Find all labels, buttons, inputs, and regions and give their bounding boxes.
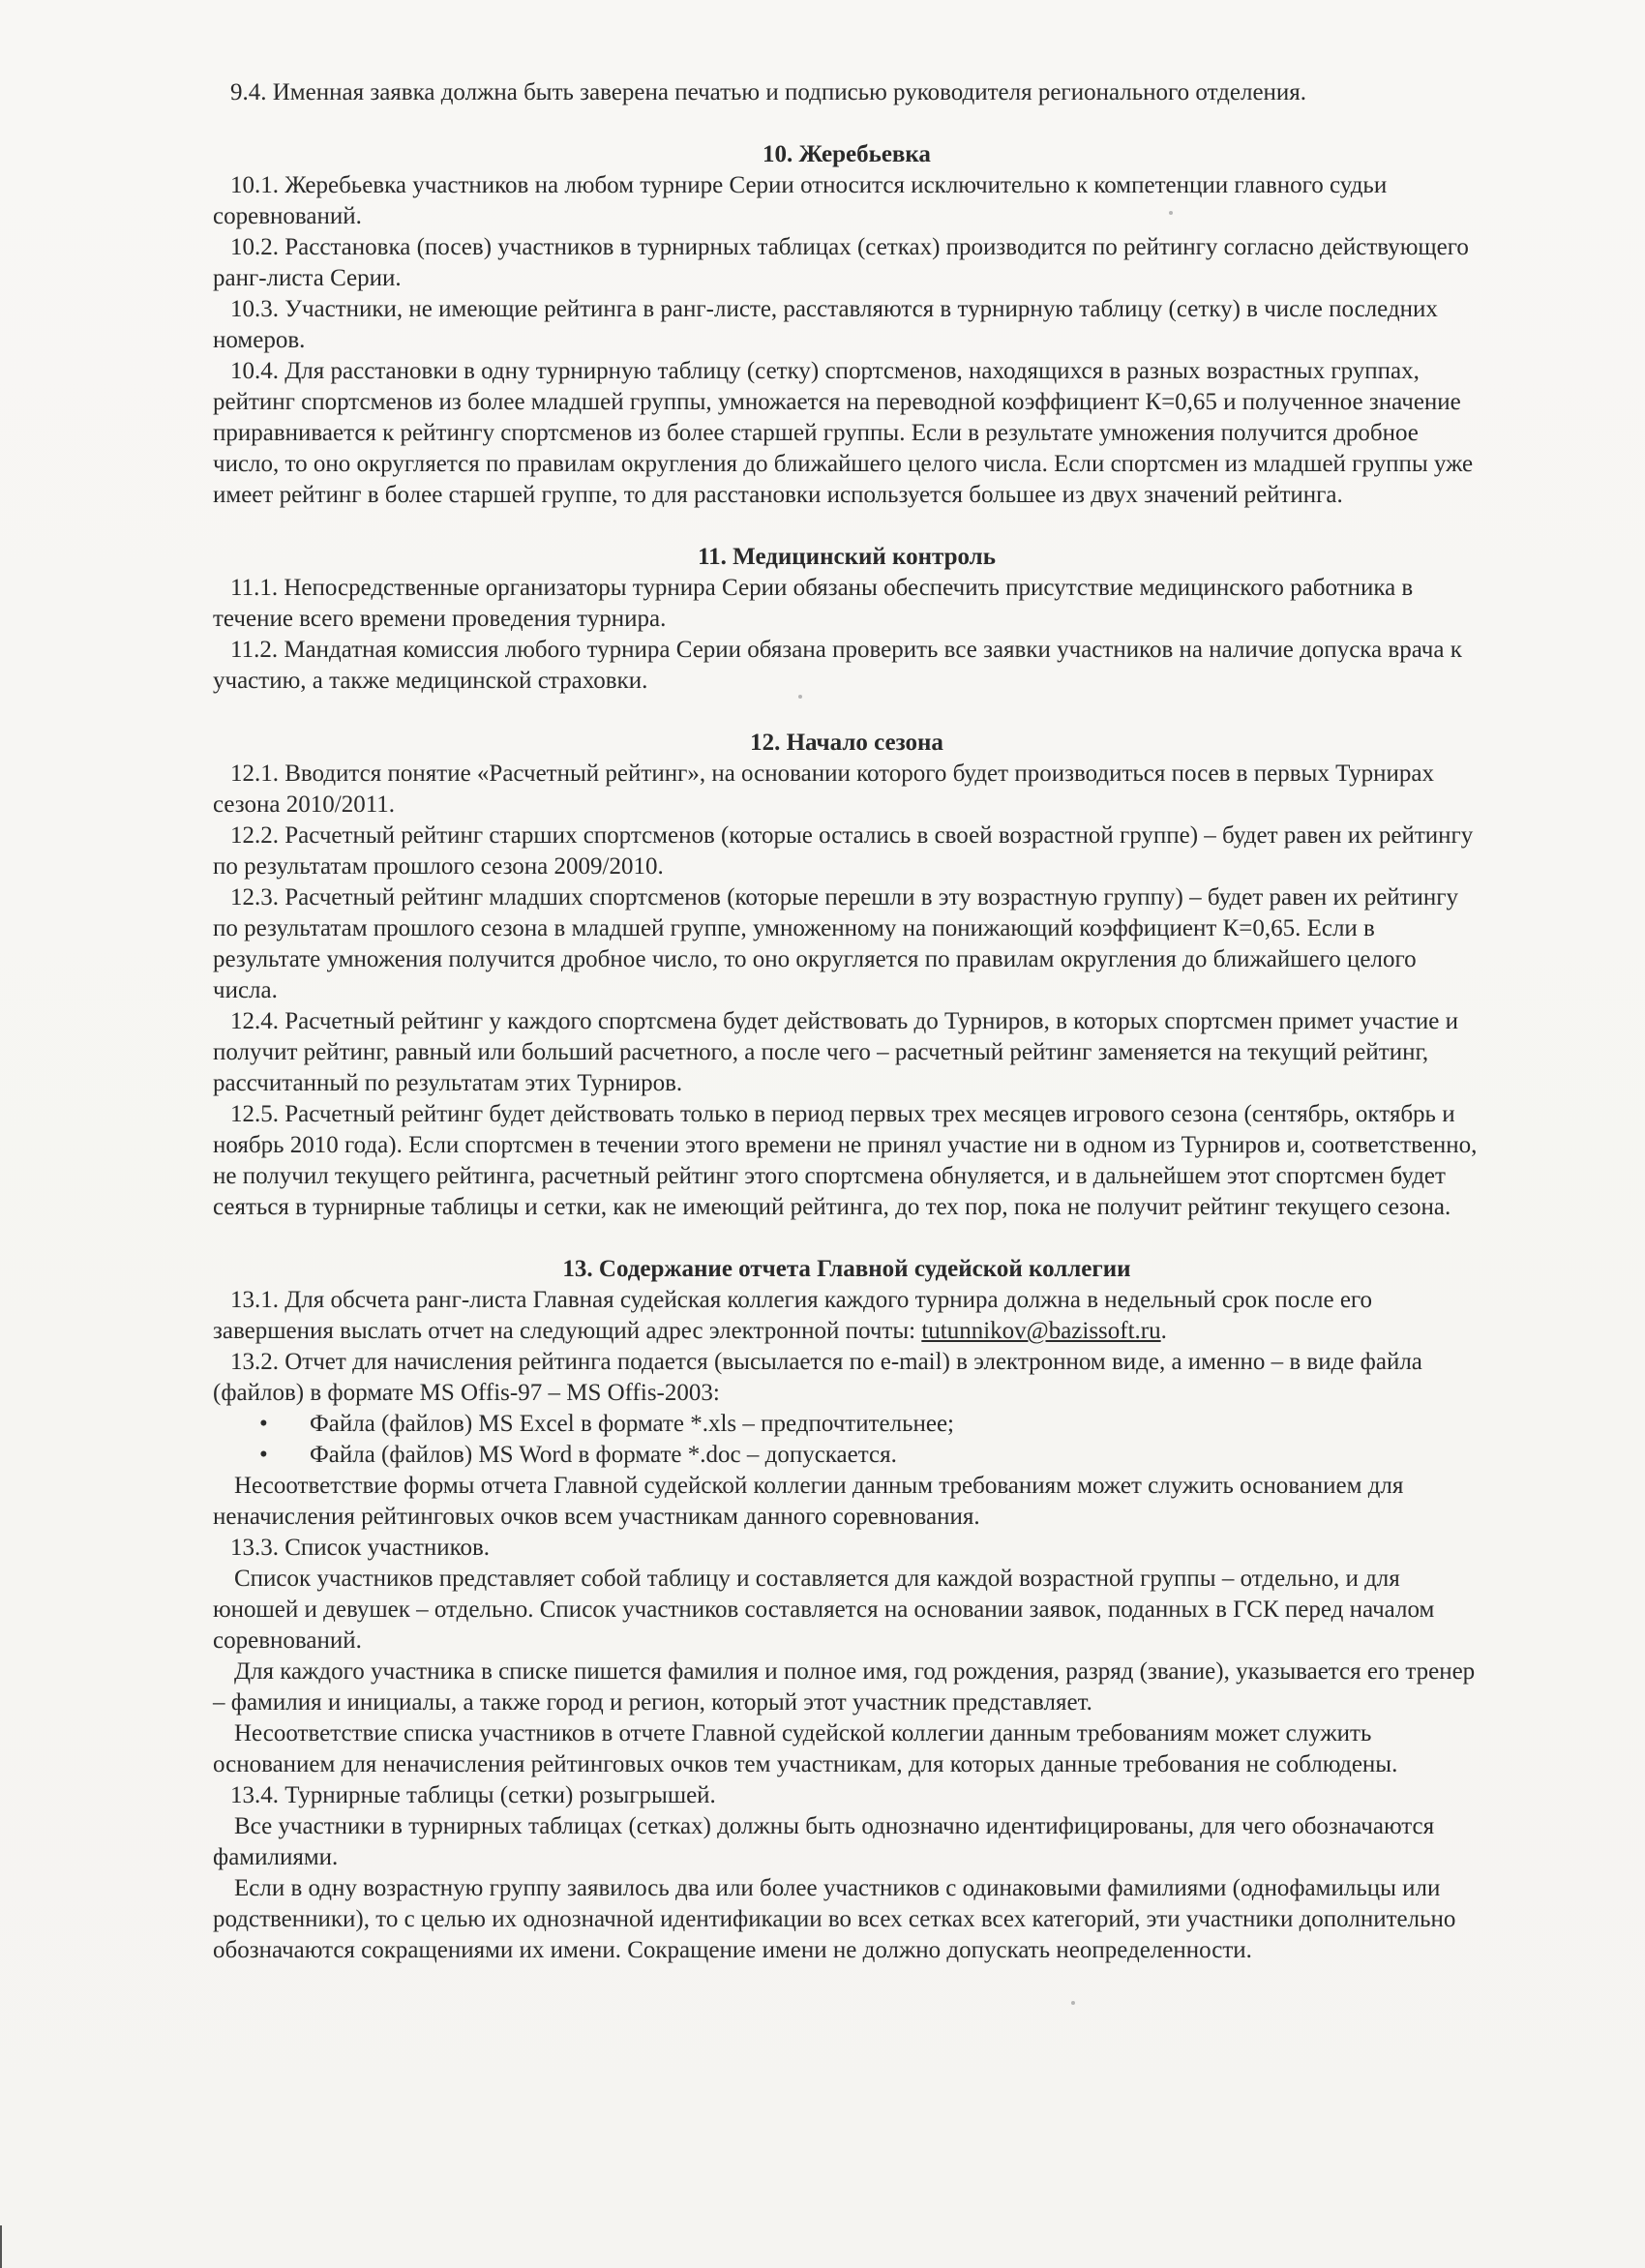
paragraph-13-1 [213,1285,1480,1347]
section-12-title: 12. Начало сезона [750,730,943,756]
bullet-icon: • [259,1442,268,1468]
paragraph-13-3-b: Для каждого участника в списке пишется фамилия и полное имя, год рождения, разряд (звание), указывается его тренер – фамилия и инициалы, а также город и регион, который этот участник представляет. [213,1658,1476,1716]
paragraph-13-3: 13.3. Список участников. [230,1535,491,1561]
paragraph-13-2-note: Несоответствие формы отчета Главной судейской коллегии данным требованиям может служить основанием для неначисления рейтинговых очков всем участникам данного соревнования. [213,1473,1404,1530]
section-11-title: 11. Медицинский контроль [698,544,996,570]
paragraph-10-4: 10.4. Для расстановки в одну турнирную таблицу (сетку) спортсменов, находящихся в разных возрастных группах, рейтинг спортсменов из более младшей группы, умножается на переводной коэффициент К=0,65 и полученное значение приравнивается к рейтингу спортсменов из более старшей группы. Если в результате умножения получится дробное число, то оно округляется по правилам округления до ближайшего целого числа. Если спортсмен из младшей группы уже имеет рейтинг в более старшей группе, то для расстановки используется большее из двух значений рейтинга. [213,358,1474,508]
list-item [259,1409,1480,1440]
paragraph-11-1: 11.1. Непосредственные организаторы турнира Серии обязаны обеспечить присутствие медицинского работника в течение всего времени проведения турнира. [213,575,1414,632]
paragraph-13-4: 13.4. Турнирные таблицы (сетки) розыгрышей. [230,1782,716,1808]
paragraph-10-3: 10.3. Участники, не имеющие рейтинга в ранг-листе, расставляются в турнирную таблицу (сетку) в числе последних номеров. [213,296,1438,353]
email-link[interactable]: tutunnikov@bazissoft.ru [921,1318,1161,1344]
document-body [213,77,1480,1966]
bullet-icon: • [259,1411,268,1437]
format-list [213,1409,1480,1471]
scan-speck [1071,2001,1075,2005]
paragraph-13-3-a: Список участников представляет собой таблицу и составляется для каждой возрастной группы – отдельно, и для юношей и девушек – отдельно. Список участников составляется на основании заявок, поданных в ГСК перед началом соревнований. [213,1566,1435,1654]
paragraph-12-4: 12.4. Расчетный рейтинг у каждого спортсмена будет действовать до Турниров, в которых спортсмен примет участие и получит рейтинг, равный или больший расчетного, а после чего – расчетный рейтинг заменяется на текущий рейтинг, рассчитанный по результатам этих Турниров. [213,1008,1459,1096]
paragraph-9-4: 9.4. Именная заявка должна быть заверена печатью и подписью руководителя регионального отделения. [230,79,1307,105]
paragraph-10-2: 10.2. Расстановка (посев) участников в турнирных таблицах (сетках) производится по рейтингу согласно действующего ранг-листа Серии. [213,234,1469,291]
paragraph-12-2: 12.2. Расчетный рейтинг старших спортсменов (которые остались в своей возрастной группе) – будет равен их рейтингу по результатам прошлого сезона 2009/2010. [213,822,1474,880]
paragraph-12-5: 12.5. Расчетный рейтинг будет действовать только в период первых трех месяцев игрового сезона (сентябрь, октябрь и ноябрь 2010 года). Если спортсмен в течении этого времени не принял участие ни в одном из Турниров и, соответственно, не получил текущего рейтинга, расчетный рейтинг этого спортсмена обнуляется, и в дальнейшем этот спортсмен будет сеяться в турнирные таблицы и сетки, как не имеющий рейтинга, до тех пор, пока не получит рейтинг текущего сезона. [213,1101,1478,1220]
section-13-title: 13. Содержание отчета Главной судейской коллегии [562,1256,1131,1282]
scan-speck [798,695,802,699]
list-item-text: Файла (файлов) MS Word в формате *.doc – допускается. [310,1442,897,1468]
paragraph-10-1: 10.1. Жеребьевка участников на любом турнире Серии относится исключительно к компетенции главного судьи соревнований. [213,172,1388,229]
list-item [259,1440,1480,1471]
paragraph-12-1: 12.1. Вводится понятие «Расчетный рейтинг», на основании которого будет производиться посев в первых Турнирах сезона 2010/2011. [213,761,1434,818]
scan-edge-mark [0,2225,2,2268]
paragraph-13-1-end: . [1160,1318,1167,1344]
paragraph-13-3-c: Несоответствие списка участников в отчете Главной судейской коллегии данным требованиям может служить основанием для неначисления рейтинговых очков тем участникам, для которых данные требования не соблюдены. [213,1720,1398,1777]
paragraph-11-2: 11.2. Мандатная комиссия любого турнира Серии обязана проверить все заявки участников на наличие допуска врача к участию, а также медицинской страховки. [213,637,1462,694]
scan-speck [1169,211,1173,215]
list-item-text: Файла (файлов) MS Excel в формате *.xls – предпочтительнее; [310,1411,955,1437]
paragraph-13-4-a: Все участники в турнирных таблицах (сетках) должны быть однозначно идентифицированы, для чего обозначаются фамилиями. [213,1813,1435,1870]
paragraph-13-1-text: 13.1. Для обсчета ранг-листа Главная судейская коллегия каждого турнира должна в недельный срок после его завершения выслать отчет на следующий адрес электронной почты: [213,1287,1373,1344]
paragraph-13-2: 13.2. Отчет для начисления рейтинга подается (высылается по e-mail) в электронном виде, а именно – в виде файла (файлов) в формате MS Offis-97 – MS Offis-2003: [213,1349,1422,1406]
paragraph-13-4-b: Если в одну возрастную группу заявилось два или более участников с одинаковыми фамилиями (однофамильцы или родственники), то с целью их однозначной идентификации во всех сетках всех категорий, эти участники дополнительно обозначаются сокращениями их имени. Сокращение имени не должно допускать неопределенности. [213,1875,1456,1963]
paragraph-12-3: 12.3. Расчетный рейтинг младших спортсменов (которые перешли в эту возрастную группу) – будет равен их рейтингу по результатам прошлого сезона в младшей группе, умноженному на понижающий коэффициент К=0,65. Если в результате умножения получится дробное число, то оно округляется по правилам округления до ближайшего целого числа. [213,884,1459,1003]
section-10-title: 10. Жеребьевка [763,141,931,167]
